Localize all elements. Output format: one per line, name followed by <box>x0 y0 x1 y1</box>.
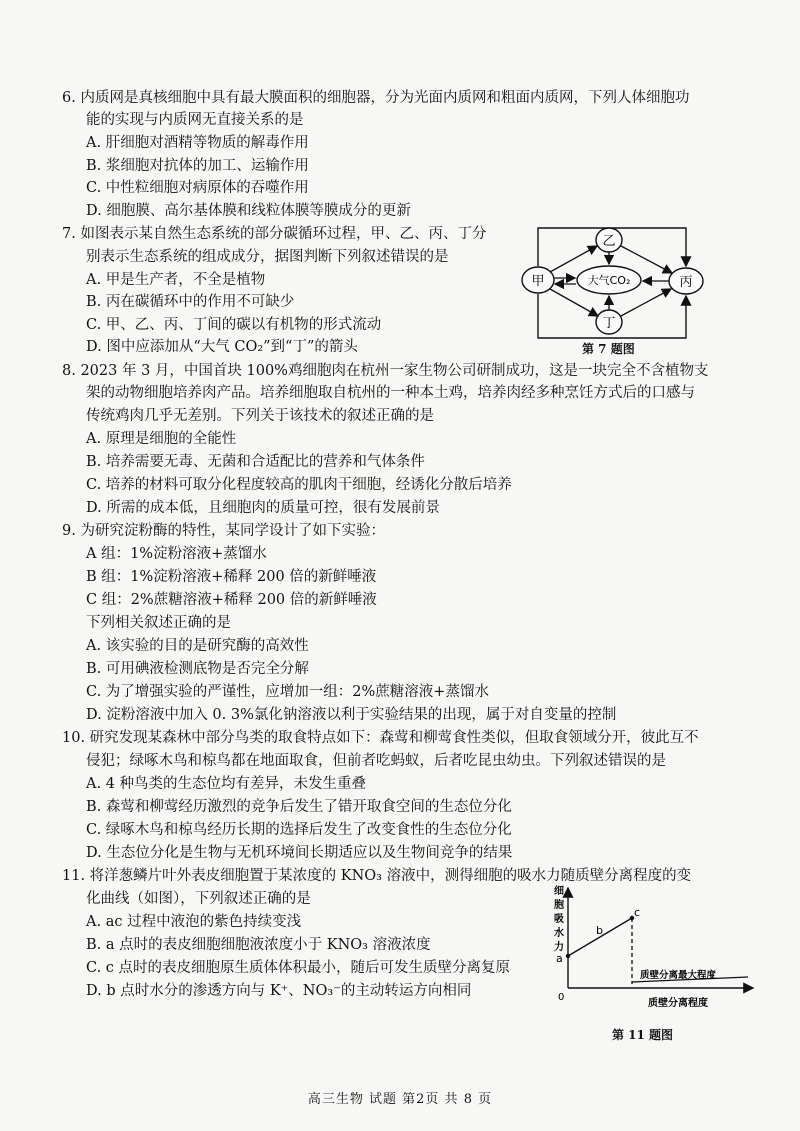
point-c-label: c <box>634 906 641 919</box>
q6-stem-line2: 能的实现与内质网无直接关系的是 <box>86 112 304 128</box>
node-co2-label: 大气CO₂ <box>587 274 631 287</box>
node-yi-label: 乙 <box>602 234 616 249</box>
q7-option-d: D. 图中应添加从“大气 CO₂”到“丁”的箭头 <box>86 339 358 355</box>
q9-option-c: C. 为了增强实验的严谨性，应增加一组：2%蔗糖溶液+蒸馏水 <box>86 684 489 700</box>
q8-stem-line2: 架的动物细胞培养肉产品。培养细胞取自杭州的一种本土鸡，培养肉经多种烹饪方式后的口感与 <box>86 385 695 401</box>
page-footer: 高三生物 试题 第2页 共 8 页 <box>307 1092 493 1107</box>
node-jia-label: 甲 <box>531 274 545 289</box>
q7-stem-line2: 别表示生态系统的组成成分，据图判断下列叙述错误的是 <box>86 249 449 265</box>
q11-option-a: A. ac 过程中液泡的紫色持续变浅 <box>86 914 302 930</box>
q9-option-d: D. 淀粉溶液中加入 0. 3%氯化钠溶液以利于实验结果的出现，属于对自变量的控制 <box>86 707 617 723</box>
q9-option-a: A. 该实验的目的是研究酶的高效性 <box>86 638 309 654</box>
q7-figure-caption: 第 7 题图 <box>582 342 635 356</box>
q11-stem-line1: 11. 将洋葱鳞片叶外表皮细胞置于某浓度的 KNO₃ 溶液中，测得细胞的吸水力随质壁分离程度的变 <box>62 868 692 884</box>
q10-option-b: B. 森莺和柳莺经历激烈的竞争后发生了错开取食空间的生态位分化 <box>86 799 512 815</box>
arrow-ding-to-bing <box>621 289 671 316</box>
q11-option-d: D. b 点时水分的渗透方向与 K⁺、NO₃⁻的主动转运方向相同 <box>86 983 472 999</box>
y-axis-label-char5: 力 <box>554 942 564 953</box>
q9-option-b: B. 可用碘液检测底物是否完全分解 <box>86 661 309 677</box>
point-b-label: b <box>596 924 603 937</box>
q9-stem: 9. 为研究淀粉酶的特性，某同学设计了如下实验： <box>62 523 385 539</box>
arrow-jia-to-ding <box>550 289 598 316</box>
q11-stem-line2: 化曲线（如图），下列叙述正确的是 <box>86 891 311 907</box>
point-a-label: a <box>556 952 563 965</box>
q7-stem-line1: 7. 如图表示某自然生态系统的部分碳循环过程，甲、乙、丙、丁分 <box>62 226 487 242</box>
q10-option-a: A. 4 种鸟类的生态位均有差异，未发生重叠 <box>86 776 367 792</box>
q8-stem-line1: 8. 2023 年 3 月，中国首块 100%鸡细胞肉在杭州一家生物公司研制成功，这是一块完全不含植物支 <box>62 363 709 379</box>
q8-option-b: B. 培养需要无毒、无菌和合适配比的营养和气体条件 <box>86 454 425 470</box>
q9-group-a: A 组：1%淀粉溶液+蒸馏水 <box>86 546 267 562</box>
q11-option-b: B. a 点时的表皮细胞细胞液浓度小于 KNO₃ 溶液浓度 <box>86 937 431 953</box>
q8-option-d: D. 所需的成本低，且细胞肉的质量可控，很有发展前景 <box>86 500 440 516</box>
q11-option-c: C. c 点时的表皮细胞原生质体体积最小，随后可发生质壁分离复原 <box>86 960 511 976</box>
point-a <box>566 954 570 958</box>
q8-stem-line3: 传统鸡肉几乎无差别。下列关于该技术的叙述正确的是 <box>86 408 434 424</box>
node-ding-label: 丁 <box>602 316 616 331</box>
q10-option-d: D. 生态位分化是生物与无机环境间长期适应以及生物间竞争的结果 <box>86 845 513 861</box>
q6-stem-line1: 6. 内质网是真核细胞中具有最大膜面积的细胞器，分为光面内质网和粗面内质网，下列人体细胞功 <box>62 90 690 106</box>
q6-option-c: C. 中性粒细胞对病原体的吞噬作用 <box>86 180 309 196</box>
y-axis-label-char2: 胞 <box>554 900 564 911</box>
q7-option-c: C. 甲、乙、丙、丁间的碳以有机物的形式流动 <box>86 317 382 333</box>
q6-option-a: A. 肝细胞对酒精等物质的解毒作用 <box>86 135 309 151</box>
y-axis-label-char3: 吸 <box>554 914 564 925</box>
q10-stem-line2: 侵犯；绿啄木鸟和椋鸟都在地面取食，但前者吃蚂蚁，后者吃昆虫幼虫。下列叙述错误的是 <box>86 753 666 769</box>
q9-group-c: C 组：2%蔗糖溶液+稀释 200 倍的新鲜唾液 <box>86 592 377 608</box>
q6-option-d: D. 细胞膜、高尔基体膜和线粒体膜等膜成分的更新 <box>86 203 411 219</box>
q10-stem-line1: 10. 研究发现某森林中部分鸟类的取食特点如下：森莺和柳莺食性类似，但取食领域分开，彼此互不 <box>62 730 699 746</box>
x-axis-label: 质壁分离程度 <box>648 998 708 1009</box>
q6-option-b: B. 浆细胞对抗体的加工、运输作用 <box>86 158 309 174</box>
water-absorption-curve <box>548 880 760 1016</box>
q7-option-a: A. 甲是生产者，不全是植物 <box>86 272 266 288</box>
q7-option-b: B. 丙在碳循环中的作用不可缺少 <box>86 294 295 310</box>
q9-group-b: B 组：1%淀粉溶液+稀释 200 倍的新鲜唾液 <box>86 569 377 585</box>
node-bing-label: 丙 <box>679 275 693 290</box>
q9-ask: 下列相关叙述正确的是 <box>86 615 231 631</box>
q10-option-c: C. 绿啄木鸟和椋鸟经历长期的选择后发生了改变食性的生态位分化 <box>86 822 512 838</box>
carbon-cycle-diagram <box>514 218 714 348</box>
y-axis-label-char4: 水 <box>554 928 564 939</box>
origin-label: 0 <box>558 992 565 1003</box>
y-axis-label-char1: 细 <box>554 886 564 897</box>
q8-option-a: A. 原理是细胞的全能性 <box>86 431 237 447</box>
max-separation-label: 质壁分离最大程度 <box>640 970 717 981</box>
q8-option-c: C. 培养的材料可取分化程度较高的肌肉干细胞，经诱化分散后培养 <box>86 477 512 493</box>
q11-figure-caption: 第 11 题图 <box>612 1028 674 1042</box>
